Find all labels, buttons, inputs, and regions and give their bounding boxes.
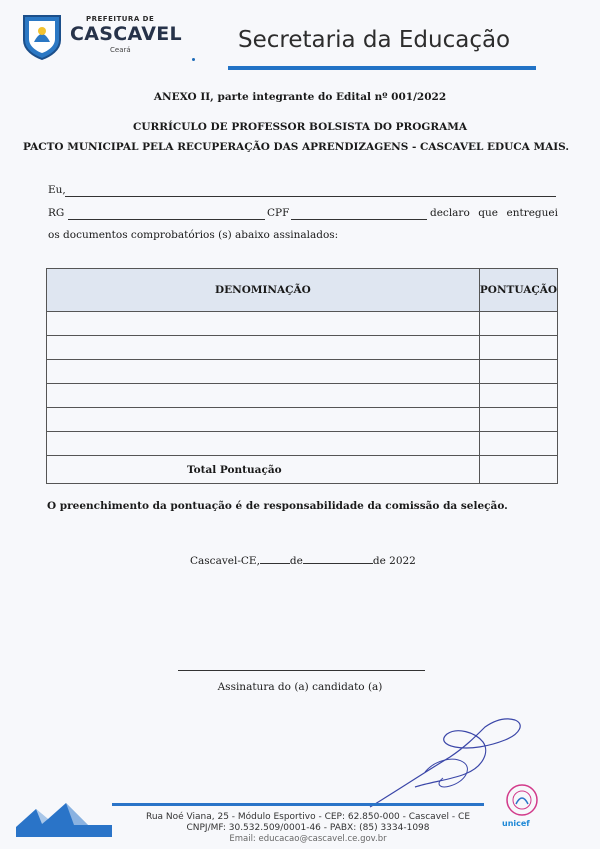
denominacao-cell[interactable] bbox=[47, 360, 480, 384]
annex-title: ANEXO II, parte integrante do Edital nº 001/2022 bbox=[153, 91, 447, 103]
table-row bbox=[47, 360, 558, 384]
department-title: Secretaria da Educação bbox=[238, 27, 511, 53]
denominacao-cell[interactable] bbox=[47, 408, 480, 432]
cascavel-corner-logo bbox=[14, 797, 114, 839]
responsibility-note: O preenchimento da pontuação é de responsabilidade da comissão da seleção. bbox=[47, 500, 508, 512]
unicef-seal-icon bbox=[500, 782, 545, 818]
pontuacao-header: PONTUAÇÃO bbox=[479, 269, 557, 312]
table-row bbox=[47, 336, 558, 360]
rg-label: RG bbox=[48, 207, 65, 219]
curriculum-title: CURRÍCULO DE PROFESSOR BOLSISTA DO PROGRAMA bbox=[132, 121, 468, 133]
denominacao-cell[interactable] bbox=[47, 384, 480, 408]
total-label: Total Pontuação bbox=[47, 456, 480, 484]
name-input-line[interactable] bbox=[65, 186, 556, 197]
day-input-line[interactable] bbox=[260, 554, 290, 564]
denominacao-cell[interactable] bbox=[47, 312, 480, 336]
table-row bbox=[47, 408, 558, 432]
header-accent-bar bbox=[228, 66, 536, 70]
denominacao-cell[interactable] bbox=[47, 432, 480, 456]
table-row bbox=[47, 312, 558, 336]
rg-input-line[interactable] bbox=[68, 209, 265, 220]
table-row bbox=[47, 432, 558, 456]
footer-email: Email: educacao@cascavel.ce.gov.br bbox=[229, 834, 387, 844]
prefeitura-label: PREFEITURA DE bbox=[86, 15, 155, 23]
unicef-label: unicef bbox=[502, 819, 530, 828]
eu-label: Eu, bbox=[48, 184, 66, 196]
cascavel-seal-icon bbox=[20, 12, 64, 60]
score-table bbox=[46, 268, 558, 484]
prefeitura-logo bbox=[20, 12, 190, 64]
cpf-label: CPF bbox=[267, 207, 290, 219]
documents-text: os documentos comprobatórios (s) abaixo assinalados: bbox=[48, 229, 339, 241]
month-input-line[interactable] bbox=[303, 554, 373, 564]
pontuacao-cell[interactable] bbox=[479, 360, 557, 384]
total-row bbox=[47, 456, 558, 484]
pontuacao-cell[interactable] bbox=[479, 384, 557, 408]
pontuacao-cell[interactable] bbox=[479, 408, 557, 432]
date-year: de 2022 bbox=[372, 555, 416, 567]
program-title: PACTO MUNICIPAL PELA RECUPERAÇÃO DAS APRENDIZAGENS - CASCAVEL EDUCA MAIS. bbox=[22, 141, 570, 153]
pontuacao-cell[interactable] bbox=[479, 432, 557, 456]
denominacao-cell[interactable] bbox=[47, 336, 480, 360]
date-de: de bbox=[289, 555, 303, 567]
signature-label: Assinatura do (a) candidato (a) bbox=[217, 681, 383, 693]
footer-cnpj: CNPJ/MF: 30.532.509/0001-46 - PABX: (85) 3334-1098 bbox=[186, 823, 430, 833]
total-value-cell[interactable] bbox=[479, 456, 557, 484]
footer-accent-bar bbox=[112, 803, 484, 806]
declaro-text: declaro que entreguei bbox=[430, 207, 558, 219]
pontuacao-cell[interactable] bbox=[479, 336, 557, 360]
signature-line[interactable] bbox=[178, 670, 425, 671]
state-name: Ceará bbox=[110, 46, 131, 54]
table-row bbox=[47, 384, 558, 408]
date-city: Cascavel-CE, bbox=[190, 555, 260, 567]
header-dot bbox=[192, 58, 195, 61]
cpf-input-line[interactable] bbox=[291, 209, 427, 220]
unicef-logo bbox=[500, 782, 545, 832]
pontuacao-cell[interactable] bbox=[479, 312, 557, 336]
date-line bbox=[190, 554, 416, 567]
denominacao-header: DENOMINAÇÃO bbox=[47, 269, 480, 312]
footer-address: Rua Noé Viana, 25 - Módulo Esportivo - CEP: 62.850-000 - Cascavel - CE bbox=[145, 812, 471, 822]
city-name: CASCAVEL bbox=[70, 23, 182, 45]
